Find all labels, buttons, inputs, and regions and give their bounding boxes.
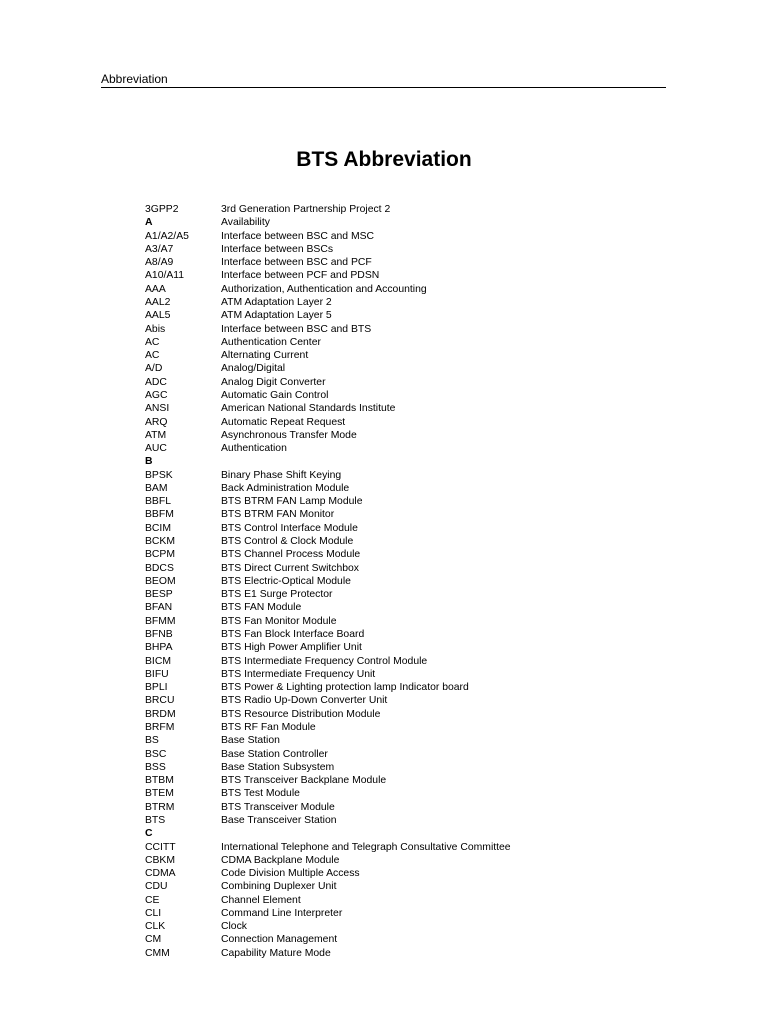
abbreviation-row (145, 230, 665, 243)
abbreviation-definition: Authentication (221, 443, 287, 455)
abbreviation-term: AAL5 (145, 310, 171, 322)
abbreviation-term: BAM (145, 482, 168, 494)
abbreviation-definition: CDMA Backplane Module (221, 854, 340, 866)
abbreviation-list (145, 203, 665, 960)
abbreviation-row (145, 243, 665, 256)
abbreviation-term: CE (145, 894, 160, 906)
abbreviation-row (145, 362, 665, 375)
abbreviation-row (145, 668, 665, 681)
abbreviation-definition: Base Transceiver Station (221, 814, 337, 826)
abbreviation-row (145, 588, 665, 601)
abbreviation-definition: Code Division Multiple Access (221, 868, 360, 880)
abbreviation-definition: Interface between BSC and MSC (221, 230, 375, 242)
abbreviation-row (145, 761, 665, 774)
abbreviation-term: CCITT (145, 841, 176, 853)
abbreviation-row (145, 495, 665, 508)
abbreviation-term: BPLI (145, 682, 168, 694)
abbreviation-row (145, 655, 665, 668)
abbreviation-term: BFNB (145, 629, 173, 640)
abbreviation-row (145, 854, 665, 867)
abbreviation-row (145, 867, 665, 880)
abbreviation-row (145, 628, 665, 641)
abbreviation-row (145, 203, 665, 216)
abbreviation-term: AAA (145, 283, 166, 295)
abbreviation-term: BRFM (145, 721, 175, 733)
abbreviation-term: CM (145, 934, 162, 946)
abbreviation-definition (221, 827, 665, 840)
abbreviation-definition: Connection Management (221, 934, 338, 946)
abbreviation-term: AUC (145, 443, 167, 455)
abbreviation-row (145, 562, 665, 575)
abbreviation-term: BSS (145, 761, 166, 773)
abbreviation-row (145, 920, 665, 933)
abbreviation-row (145, 801, 665, 814)
abbreviation-definition: BTS Radio Up-Down Converter Unit (221, 695, 388, 707)
section-letter-row (145, 455, 665, 468)
abbreviation-row (145, 309, 665, 322)
abbreviation-definition: Base Station (221, 735, 280, 747)
abbreviation-definition: ATM Adaptation Layer 5 (221, 310, 332, 322)
abbreviation-row (145, 708, 665, 721)
abbreviation-definition (221, 455, 665, 468)
abbreviation-definition: Analog/Digital (221, 363, 286, 375)
abbreviation-row (145, 841, 665, 854)
abbreviation-term: AAL2 (145, 296, 171, 308)
abbreviation-definition: 3rd Generation Partnership Project 2 (221, 204, 391, 215)
abbreviation-definition: Clock (221, 921, 247, 933)
abbreviation-term: BTRM (145, 801, 175, 813)
abbreviation-term: BICM (145, 655, 171, 667)
abbreviation-definition: BTS Intermediate Frequency Control Module (221, 655, 428, 667)
abbreviation-term: A/D (145, 363, 163, 375)
abbreviation-term: A3/A7 (145, 243, 174, 255)
abbreviation-term: BBFM (145, 509, 174, 521)
abbreviation-row (145, 615, 665, 628)
header-rule (101, 87, 666, 88)
abbreviation-definition: Command Line Interpreter (221, 907, 343, 919)
abbreviation-definition: BTS BTRM FAN Lamp Module (221, 496, 363, 508)
abbreviation-term: BTBM (145, 775, 174, 787)
running-header: Abbreviation (101, 72, 168, 86)
abbreviation-term: BRDM (145, 708, 176, 720)
page-title: BTS Abbreviation (296, 148, 472, 171)
section-letter-row (145, 827, 665, 840)
abbreviation-term: BESP (145, 589, 173, 601)
abbreviation-term: BS (145, 735, 159, 747)
abbreviation-term: A1/A2/A5 (145, 230, 189, 242)
abbreviation-definition: BTS BTRM FAN Monitor (221, 509, 335, 521)
abbreviation-term: BDCS (145, 562, 174, 574)
abbreviation-term: BBFL (145, 496, 171, 508)
abbreviation-row (145, 256, 665, 269)
abbreviation-row (145, 907, 665, 920)
abbreviation-row (145, 402, 665, 415)
abbreviation-term: BFAN (145, 602, 173, 614)
section-letter: C (145, 828, 153, 840)
abbreviation-term: CLI (145, 907, 162, 919)
abbreviation-row (145, 269, 665, 282)
section-letter: A (145, 217, 153, 229)
abbreviation-row (145, 482, 665, 495)
abbreviation-definition: BTS Test Module (221, 788, 300, 800)
abbreviation-row (145, 349, 665, 362)
abbreviation-row (145, 601, 665, 614)
abbreviation-row (145, 548, 665, 561)
abbreviation-term: BRCU (145, 695, 175, 707)
abbreviation-term: AC (145, 336, 160, 348)
abbreviation-definition: BTS Control Interface Module (221, 522, 358, 534)
abbreviation-definition: BTS RF Fan Module (221, 721, 316, 733)
abbreviation-definition: Combining Duplexer Unit (221, 881, 337, 893)
abbreviation-term: BCIM (145, 522, 171, 534)
abbreviation-term: BTEM (145, 788, 174, 800)
abbreviation-definition: BTS FAN Module (221, 602, 302, 614)
abbreviation-term: ADC (145, 376, 167, 388)
abbreviation-term: Abis (145, 323, 166, 335)
abbreviation-definition: Binary Phase Shift Keying (221, 469, 342, 481)
abbreviation-definition: Alternating Current (221, 350, 309, 362)
abbreviation-row (145, 575, 665, 588)
abbreviation-definition: Asynchronous Transfer Mode (221, 429, 357, 441)
abbreviation-row (145, 376, 665, 389)
abbreviation-row (145, 535, 665, 548)
abbreviation-term: BSC (145, 748, 167, 760)
abbreviation-definition: BTS Control & Clock Module (221, 536, 354, 548)
abbreviation-row (145, 774, 665, 787)
abbreviation-definition: BTS Direct Current Switchbox (221, 562, 360, 574)
abbreviation-definition: BTS Transceiver Module (221, 801, 335, 813)
abbreviation-term: BPSK (145, 469, 173, 481)
abbreviation-definition: Authentication Center (221, 336, 321, 348)
abbreviation-row (145, 694, 665, 707)
abbreviation-row (145, 296, 665, 309)
abbreviation-term: CLK (145, 921, 166, 933)
abbreviation-term: BIFU (145, 668, 169, 680)
section-letter: B (145, 456, 153, 468)
abbreviation-row (145, 681, 665, 694)
abbreviation-term: CDU (145, 881, 168, 893)
abbreviation-row (145, 641, 665, 654)
abbreviation-row (145, 814, 665, 827)
abbreviation-definition: BTS Fan Block Interface Board (221, 629, 365, 640)
abbreviation-row (145, 894, 665, 907)
abbreviation-definition: Back Administration Module (221, 482, 350, 494)
abbreviation-term: BFMM (145, 615, 176, 627)
abbreviation-definition: Authorization, Authentication and Accounting (221, 283, 427, 295)
abbreviation-definition: Interface between PCF and PDSN (221, 270, 380, 282)
abbreviation-term: ATM (145, 429, 167, 441)
abbreviation-row (145, 880, 665, 893)
abbreviation-term: ARQ (145, 416, 168, 428)
abbreviation-term: AGC (145, 389, 168, 401)
abbreviation-term: BHPA (145, 642, 173, 654)
abbreviation-definition: BTS Channel Process Module (221, 549, 361, 561)
abbreviation-definition: BTS E1 Surge Protector (221, 589, 333, 601)
abbreviation-definition: BTS Fan Monitor Module (221, 615, 337, 627)
abbreviation-definition: BTS Power & Lighting protection lamp Indicator board (221, 682, 469, 694)
abbreviation-row (145, 429, 665, 442)
abbreviation-term: BCKM (145, 536, 176, 548)
abbreviation-row (145, 442, 665, 455)
abbreviation-term: BEOM (145, 575, 176, 587)
abbreviation-row (145, 787, 665, 800)
abbreviation-row (145, 469, 665, 482)
abbreviation-row (145, 721, 665, 734)
abbreviation-definition: Base Station Subsystem (221, 761, 335, 773)
abbreviation-definition: Interface between BSC and PCF (221, 257, 372, 269)
abbreviation-term: AC (145, 350, 160, 362)
abbreviation-row (145, 508, 665, 521)
abbreviation-definition: Automatic Gain Control (221, 389, 329, 401)
abbreviation-row (145, 947, 665, 960)
abbreviation-row (145, 748, 665, 761)
abbreviation-row (145, 323, 665, 336)
abbreviation-row (145, 734, 665, 747)
abbreviation-row (145, 389, 665, 402)
abbreviation-term: ANSI (145, 403, 170, 415)
abbreviation-definition: International Telephone and Telegraph Consultative Committee (221, 841, 511, 853)
abbreviation-definition: BTS High Power Amplifier Unit (221, 642, 362, 654)
abbreviation-term: A10/A11 (145, 270, 185, 282)
abbreviation-term: CBKM (145, 854, 176, 866)
abbreviation-definition: Interface between BSC and BTS (221, 323, 372, 335)
abbreviation-definition: Base Station Controller (221, 748, 328, 760)
abbreviation-definition: Channel Element (221, 894, 301, 906)
abbreviation-definition: BTS Transceiver Backplane Module (221, 775, 387, 787)
abbreviation-definition: Interface between BSCs (221, 243, 334, 255)
abbreviation-definition: Capability Mature Mode (221, 947, 331, 959)
abbreviation-row (145, 416, 665, 429)
abbreviation-term: CMM (145, 947, 170, 959)
abbreviation-definition: BTS Resource Distribution Module (221, 708, 381, 720)
abbreviation-definition: American National Standards Institute (221, 403, 396, 415)
abbreviation-definition: Analog Digit Converter (221, 376, 326, 388)
abbreviation-definition: BTS Intermediate Frequency Unit (221, 668, 376, 680)
abbreviation-term: A8/A9 (145, 257, 174, 269)
abbreviation-term: BTS (145, 814, 166, 826)
abbreviation-term: 3GPP2 (145, 204, 179, 215)
abbreviation-term: BCPM (145, 549, 176, 561)
abbreviation-row (145, 522, 665, 535)
abbreviation-term: CDMA (145, 868, 176, 880)
abbreviation-row (145, 336, 665, 349)
abbreviation-definition: Automatic Repeat Request (221, 416, 346, 428)
abbreviation-row (145, 933, 665, 946)
abbreviation-definition: ATM Adaptation Layer 2 (221, 296, 332, 308)
abbreviation-definition: BTS Electric-Optical Module (221, 575, 351, 587)
section-letter-row (145, 216, 665, 229)
abbreviation-row (145, 283, 665, 296)
abbreviation-definition: Availability (221, 217, 270, 229)
